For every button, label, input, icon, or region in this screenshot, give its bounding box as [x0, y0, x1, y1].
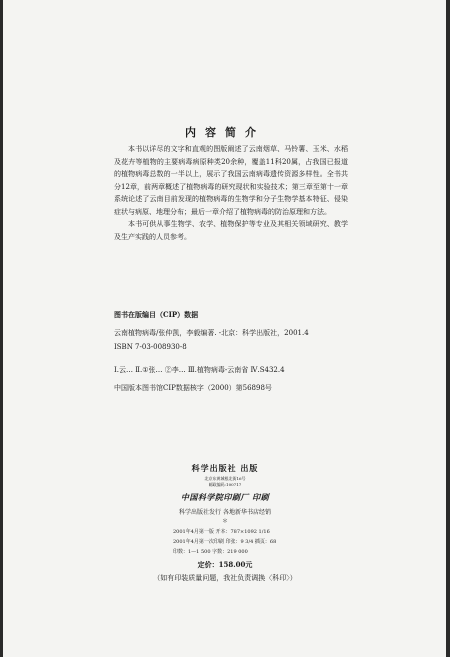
publisher-name: 科学出版社 出版 — [191, 463, 259, 473]
cip-record-number: 中国版本图书馆CIP数据核字（2000）第56898号 — [114, 384, 272, 392]
abstract-body — [114, 143, 348, 243]
publisher-address: 北京东黄城根北街16号 — [204, 476, 246, 481]
cip-subject-index: Ⅰ.云… Ⅱ.①张… ②李… Ⅲ.植物病毒-云南省 Ⅳ.S432.4 — [114, 366, 285, 374]
printer-name: 中国科学院印刷厂 印刷 — [180, 492, 270, 502]
abstract-paragraph: 本书以详尽的文字和直观的图版阐述了云南烟草、马铃薯、玉米、水稻及花卉等植物的主要病毒病原种类20余种，覆盖11科20属，占我国已报道的植物病毒总数的一半以上，展示了我国云南病毒遗传资源多样性。全书共分12章，前两章概述了植物病毒的研究现状和实验技术；第三章至第十一章系统论述了云南目前发现的植物病毒的生物学和分子生物学基本特征、侵染症状与病原、地理分布；最后一章介绍了植物病毒的防治原理和方法。 — [114, 145, 348, 216]
cip-catalog-entry: 云南植物病毒/张仲凯，李毅编著. -北京：科学出版社，2001.4 — [114, 329, 309, 337]
abstract-paragraph: 本书可供从事生物学、农学、植物保护等专业及其相关领域研究、教学及生产实践的人员参考。 — [114, 220, 348, 241]
scan-edge-right — [446, 0, 450, 657]
publisher-postcode: 邮政编码:100717 — [208, 482, 242, 487]
price-label: 定价：158.00元 — [197, 560, 253, 569]
distribution-line: 科学出版社发行 各地新华书店经销 — [179, 509, 271, 516]
separator-mark: ＊ — [221, 518, 228, 525]
cip-title: 图书在版编目（CIP）数据 — [114, 310, 199, 319]
quality-notice: （如有印装质量问题，我社负责调换〈科印〉） — [153, 574, 297, 582]
printing-sheets-line: 2001年4月第一次印刷 印张：9 3/4 插页：68 — [173, 539, 277, 545]
scan-edge-left — [0, 0, 3, 657]
page-title: 内容简介 — [185, 126, 265, 139]
edition-format-line: 2001年4月第一版 开本：787×1092 1/16 — [173, 529, 270, 535]
print-run-wordcount-line: 印数：1—1 500 字数：219 000 — [173, 549, 248, 555]
cip-isbn: ISBN 7-03-008930-8 — [114, 343, 187, 351]
